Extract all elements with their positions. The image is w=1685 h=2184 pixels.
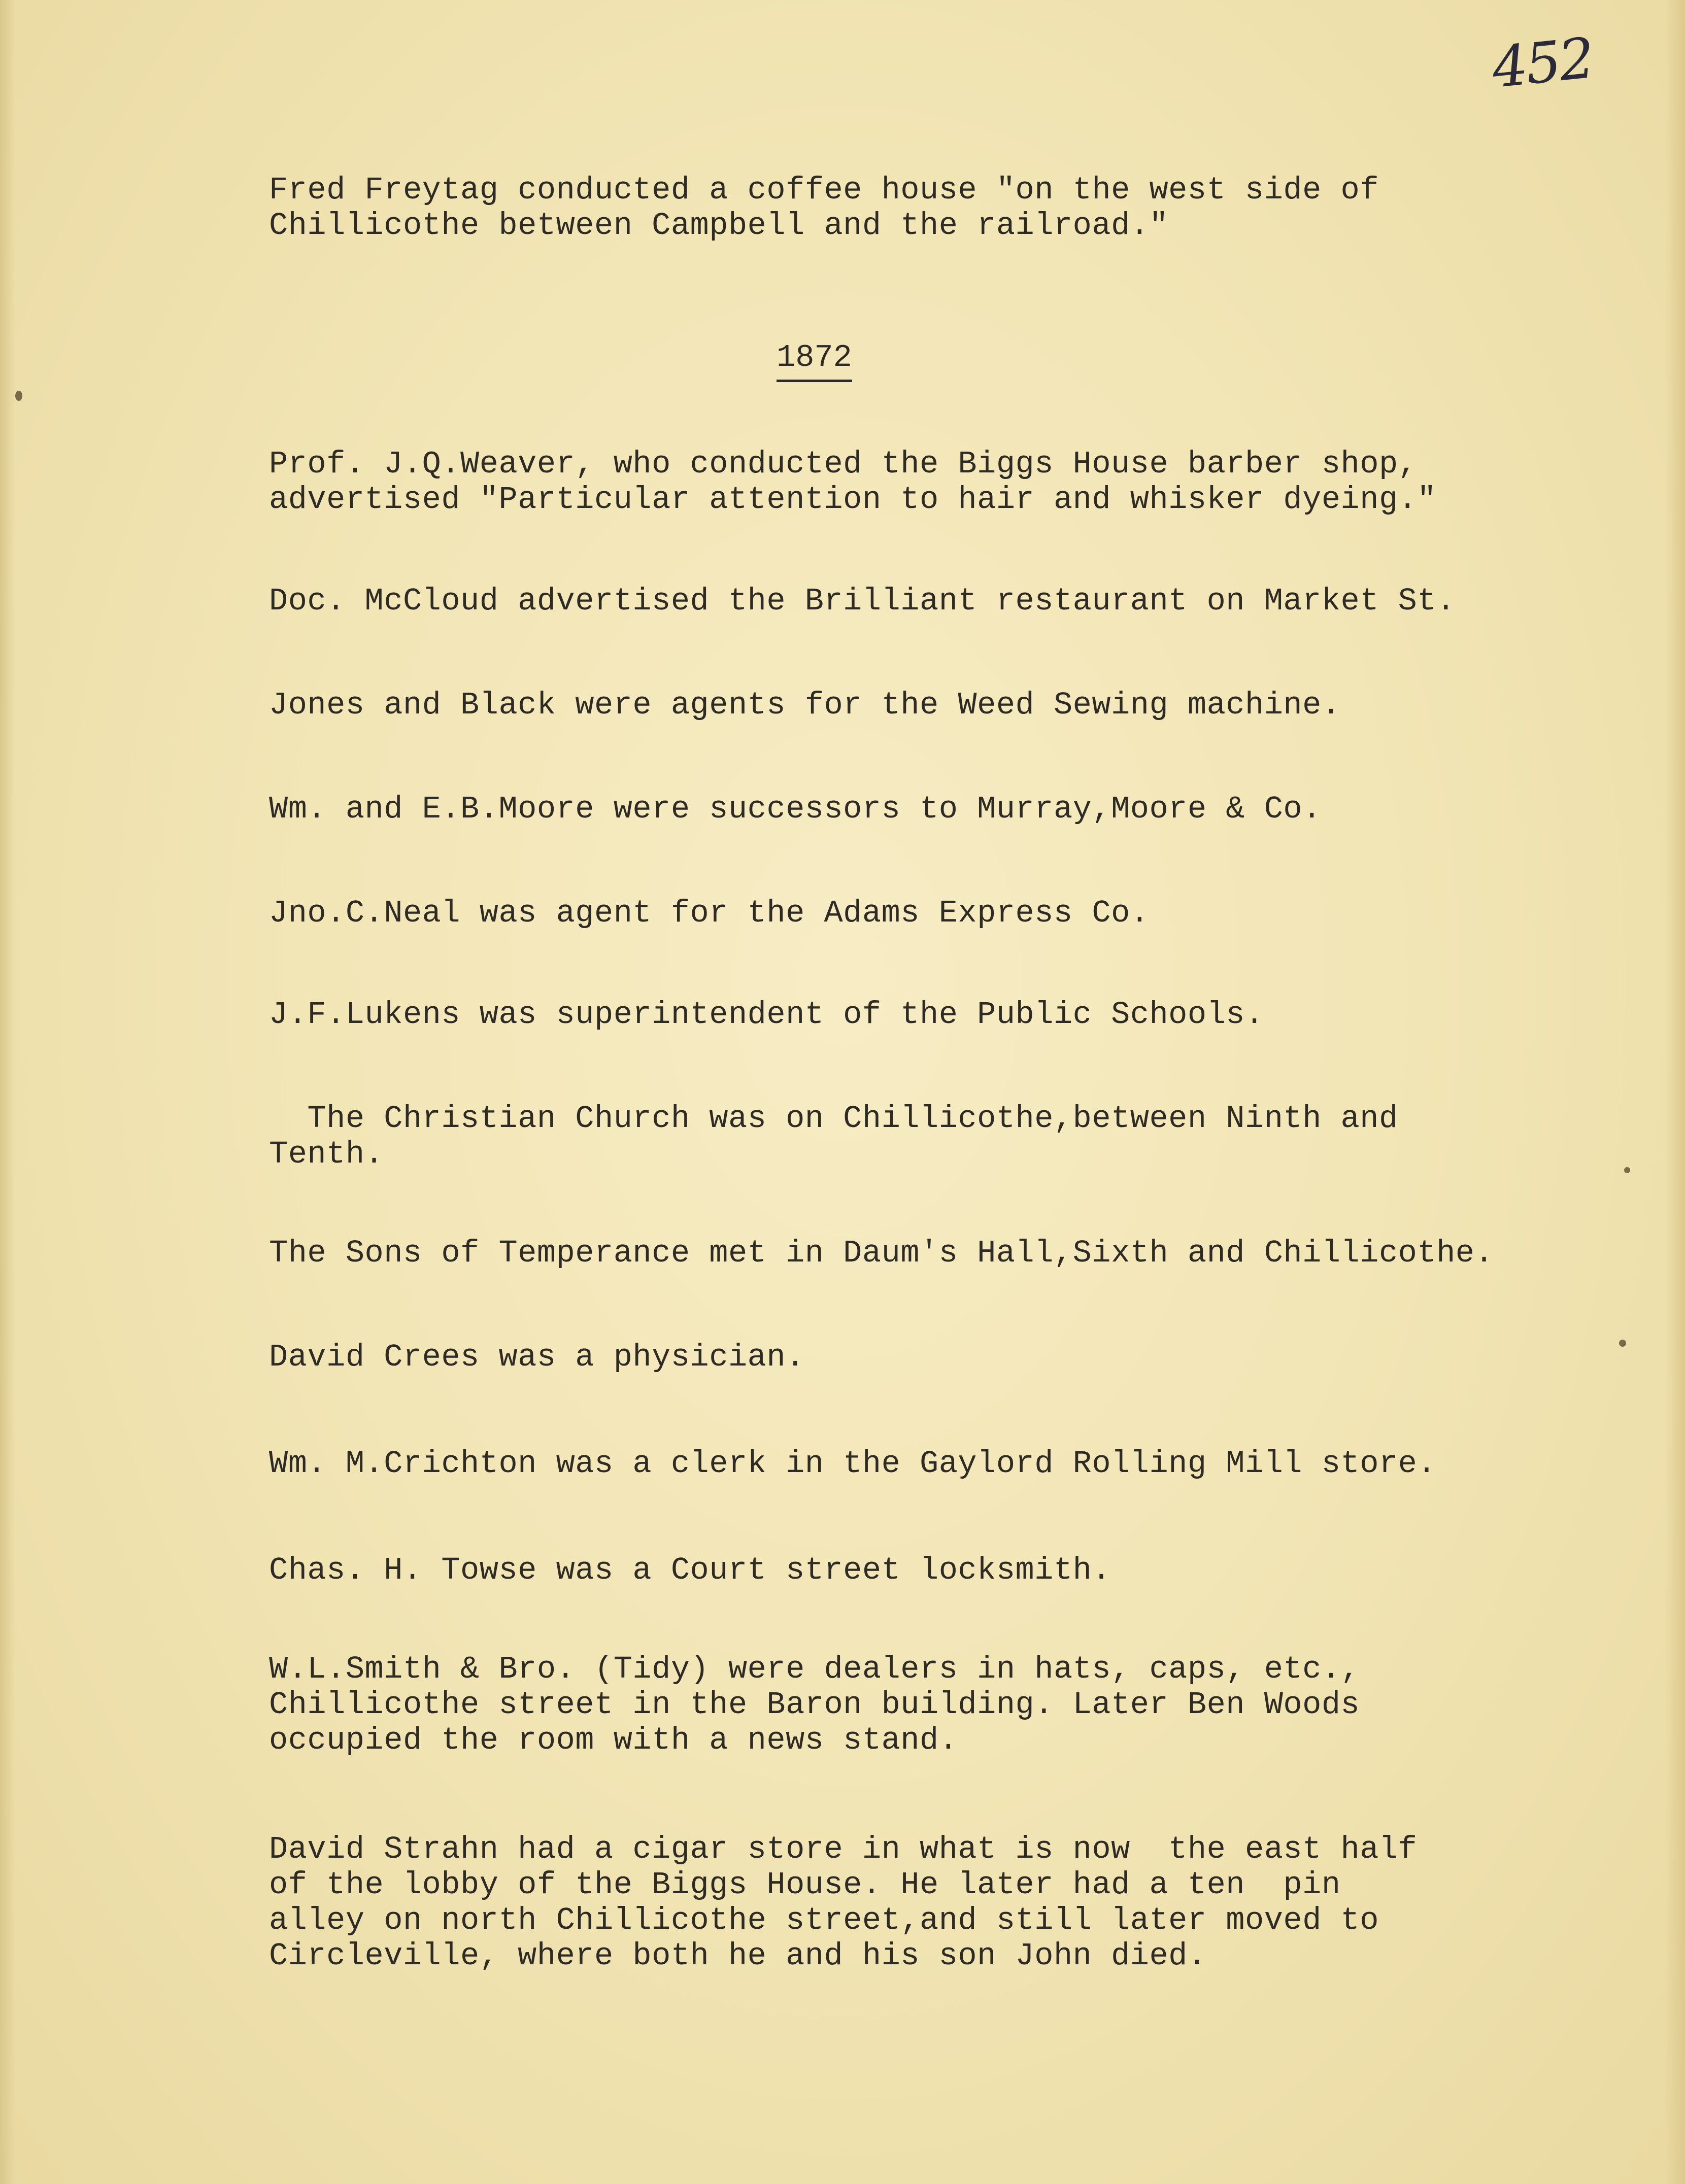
paragraph-towse: Chas. H. Towse was a Court street locksmith. — [269, 1552, 1111, 1588]
paragraph-freytag: Fred Freytag conducted a coffee house "on the west side of Chillicothe between Campbell and the railroad." — [269, 172, 1379, 244]
handwritten-page-number: 452 — [1489, 25, 1596, 100]
paragraph-crees: David Crees was a physician. — [269, 1339, 805, 1375]
paragraph-smith-bro: W.L.Smith & Bro. (Tidy) were dealers in hats, caps, etc., Chillicothe street in the Baron building. Later Ben Woods occupied the room with a news stand. — [269, 1651, 1360, 1758]
paragraph-christian-church: The Christian Church was on Chillicothe,between Ninth and Tenth. — [269, 1101, 1398, 1172]
year-heading: 1872 — [777, 340, 852, 382]
paragraph-strahn: David Strahn had a cigar store in what is now the east half of the lobby of the Biggs House. He later had a ten pin alley on north Chillicothe street,and still later moved to Circleville, where both he and his son John died. — [269, 1831, 1418, 1974]
paper-blemish — [1619, 1340, 1626, 1347]
paper-blemish — [15, 391, 22, 401]
paper-blemish — [1624, 1167, 1630, 1173]
paragraph-weaver: Prof. J.Q.Weaver, who conducted the Biggs House barber shop, advertised "Particular attention to hair and whisker dyeing." — [269, 446, 1437, 518]
paragraph-lukens: J.F.Lukens was superintendent of the Public Schools. — [269, 997, 1264, 1033]
paragraph-jones-black: Jones and Black were agents for the Weed Sewing machine. — [269, 687, 1341, 723]
paragraph-neal: Jno.C.Neal was agent for the Adams Express Co. — [269, 895, 1150, 931]
paragraph-crichton: Wm. M.Crichton was a clerk in the Gaylord Rolling Mill store. — [269, 1446, 1437, 1482]
paper-edge-right — [1665, 0, 1685, 2184]
paper-edge-left — [0, 0, 15, 2184]
paragraph-mccloud: Doc. McCloud advertised the Brilliant restaurant on Market St. — [269, 583, 1456, 619]
paragraph-moore: Wm. and E.B.Moore were successors to Murray,Moore & Co. — [269, 791, 1322, 827]
paragraph-sons-of-temperance: The Sons of Temperance met in Daum's Hall,Sixth and Chillicothe. — [269, 1235, 1494, 1271]
